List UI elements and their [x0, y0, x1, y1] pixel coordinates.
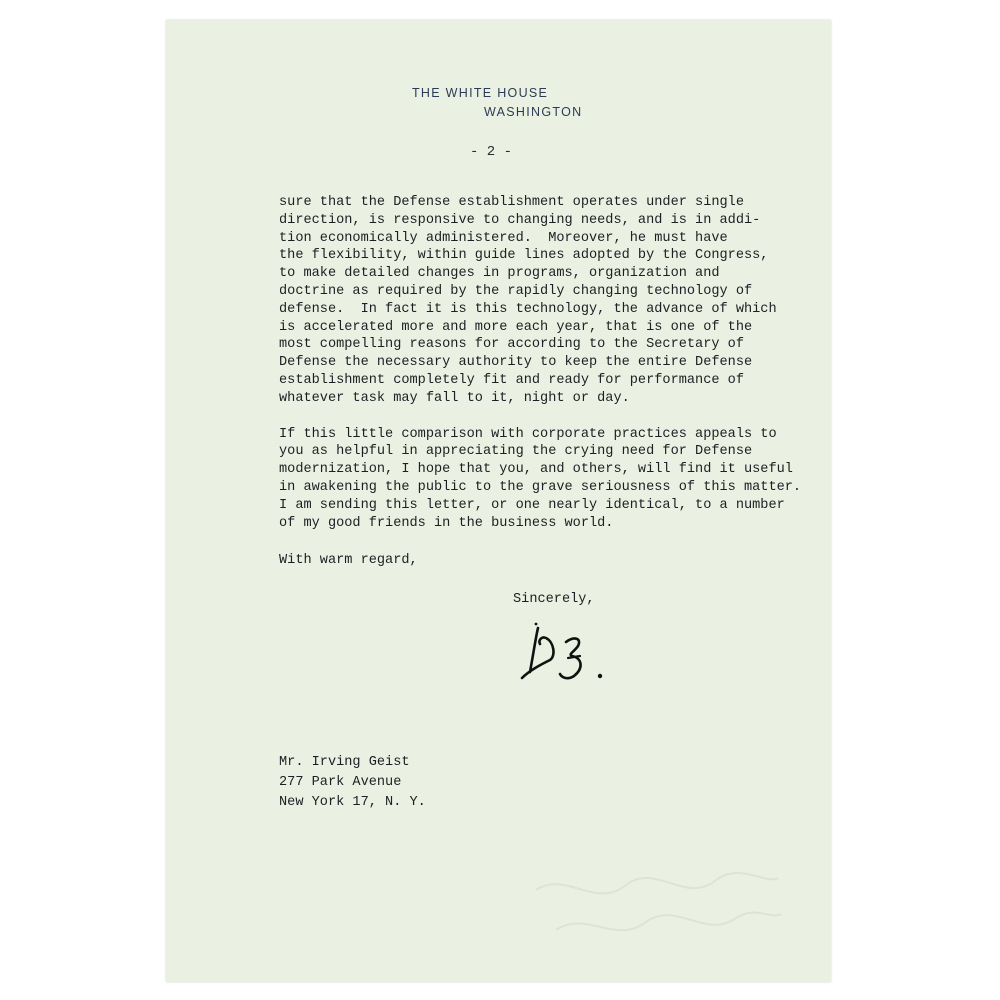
address-name: Mr. Irving Geist — [279, 755, 410, 770]
body-line: If this little comparison with corporate practices appeals to — [279, 426, 777, 442]
body-line: establishment completely fit and ready for performance of — [279, 372, 744, 388]
valediction: Sincerely, — [513, 592, 595, 607]
body-line: whatever task may fall to it, night or day. — [279, 390, 630, 406]
body-line: Defense the necessary authority to keep the entire Defense — [279, 355, 753, 371]
page-number: - 2 - — [470, 144, 513, 160]
address-city: New York 17, N. Y. — [279, 795, 426, 810]
body-line: direction, is responsive to changing needs, and is in addi- — [279, 212, 761, 228]
paper-watermark — [526, 850, 786, 960]
letterhead-city: WASHINGTON — [484, 105, 583, 119]
body-line: sure that the Defense establishment operates under single — [279, 195, 744, 210]
letterhead-title: THE WHITE HOUSE — [412, 86, 549, 100]
body-line: to make detailed changes in programs, organization and — [279, 266, 720, 282]
body-line: tion economically administered. Moreover, he must have — [279, 230, 728, 246]
closing-line: With warm regard, — [279, 553, 418, 568]
body-line: I am sending this letter, or one nearly identical, to a number — [279, 497, 785, 513]
body-line: modernization, I hope that you, and others, will find it useful — [279, 462, 793, 478]
body-line: of my good friends in the business world. — [279, 515, 614, 531]
recipient-address — [279, 753, 426, 813]
address-street: 277 Park Avenue — [279, 775, 402, 790]
body-line: defense. In fact it is this technology, the advance of which — [279, 301, 777, 317]
letterhead — [412, 84, 582, 122]
body-line: is accelerated more and more each year, that is one of the — [279, 319, 753, 335]
body-line: in awakening the public to the grave seriousness of this matter. — [279, 479, 802, 495]
body-line: you as helpful in appreciating the crying need for Defense — [279, 444, 753, 460]
body-paragraph-1 — [279, 194, 799, 408]
letter-body — [279, 194, 802, 550]
body-line: doctrine as required by the rapidly changing technology of — [279, 283, 753, 299]
letter-page — [166, 20, 831, 982]
body-line: most compelling reasons for according to the Secretary of — [279, 337, 744, 353]
body-line: the flexibility, within guide lines adopted by the Congress, — [279, 248, 769, 264]
body-paragraph-2 — [279, 426, 802, 533]
signature-initials — [516, 620, 616, 690]
